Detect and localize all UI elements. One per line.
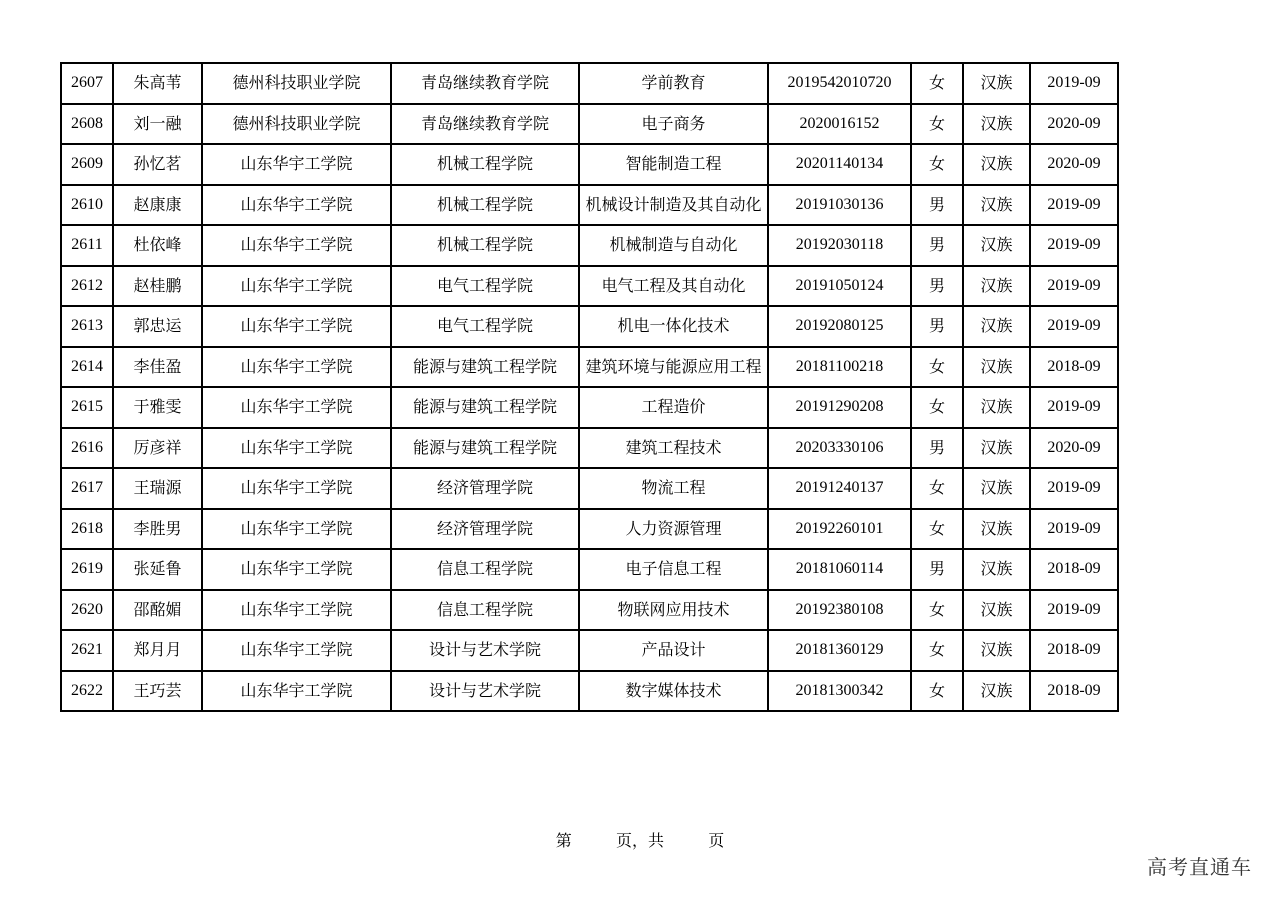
cell-name: 郑月月: [113, 630, 202, 671]
cell-student-id: 2019542010720: [768, 63, 911, 104]
cell-student-id: 2020016152: [768, 104, 911, 145]
table-row: [61, 630, 1118, 671]
cell-index: 2621: [61, 630, 113, 671]
table-row: [61, 590, 1118, 631]
cell-gender: 女: [911, 630, 963, 671]
cell-enroll-date: 2019-09: [1030, 266, 1118, 307]
cell-school: 山东华宇工学院: [202, 428, 391, 469]
cell-ethnicity: 汉族: [963, 225, 1030, 266]
cell-enroll-date: 2019-09: [1030, 509, 1118, 550]
cell-college: 设计与艺术学院: [391, 671, 579, 712]
cell-major: 物流工程: [579, 468, 768, 509]
table-row: [61, 549, 1118, 590]
cell-school: 山东华宇工学院: [202, 266, 391, 307]
cell-college: 能源与建筑工程学院: [391, 387, 579, 428]
cell-gender: 男: [911, 428, 963, 469]
cell-major: 工程造价: [579, 387, 768, 428]
cell-name: 杜依峰: [113, 225, 202, 266]
cell-major: 学前教育: [579, 63, 768, 104]
cell-ethnicity: 汉族: [963, 468, 1030, 509]
cell-student-id: 20191290208: [768, 387, 911, 428]
cell-index: 2616: [61, 428, 113, 469]
cell-name: 于雅雯: [113, 387, 202, 428]
cell-major: 电子商务: [579, 104, 768, 145]
cell-school: 山东华宇工学院: [202, 387, 391, 428]
cell-ethnicity: 汉族: [963, 671, 1030, 712]
watermark-logo: 高考直通车: [1147, 855, 1252, 879]
cell-college: 青岛继续教育学院: [391, 63, 579, 104]
table-row: [61, 225, 1118, 266]
cell-index: 2610: [61, 185, 113, 226]
cell-enroll-date: 2018-09: [1030, 549, 1118, 590]
cell-college: 设计与艺术学院: [391, 630, 579, 671]
cell-ethnicity: 汉族: [963, 509, 1030, 550]
table-row: [61, 468, 1118, 509]
cell-enroll-date: 2019-09: [1030, 468, 1118, 509]
page-label-middle: 页，共: [615, 831, 664, 850]
cell-index: 2607: [61, 63, 113, 104]
cell-student-id: 20192030118: [768, 225, 911, 266]
cell-school: 山东华宇工学院: [202, 671, 391, 712]
cell-student-id: 20191030136: [768, 185, 911, 226]
cell-school: 德州科技职业学院: [202, 104, 391, 145]
cell-ethnicity: 汉族: [963, 590, 1030, 631]
table-row: [61, 144, 1118, 185]
cell-school: 山东华宇工学院: [202, 225, 391, 266]
cell-ethnicity: 汉族: [963, 144, 1030, 185]
cell-school: 山东华宇工学院: [202, 549, 391, 590]
table-row: [61, 509, 1118, 550]
cell-college: 能源与建筑工程学院: [391, 428, 579, 469]
cell-enroll-date: 2019-09: [1030, 590, 1118, 631]
cell-major: 数字媒体技术: [579, 671, 768, 712]
cell-major: 机械设计制造及其自动化: [579, 185, 768, 226]
table-row: [61, 428, 1118, 469]
table-row: [61, 104, 1118, 145]
cell-gender: 男: [911, 549, 963, 590]
cell-major: 人力资源管理: [579, 509, 768, 550]
cell-index: 2613: [61, 306, 113, 347]
cell-enroll-date: 2019-09: [1030, 387, 1118, 428]
cell-index: 2617: [61, 468, 113, 509]
table-row: [61, 63, 1118, 104]
cell-index: 2614: [61, 347, 113, 388]
cell-gender: 男: [911, 225, 963, 266]
cell-name: 赵桂鹏: [113, 266, 202, 307]
cell-enroll-date: 2020-09: [1030, 104, 1118, 145]
cell-index: 2609: [61, 144, 113, 185]
cell-enroll-date: 2018-09: [1030, 347, 1118, 388]
cell-gender: 男: [911, 185, 963, 226]
cell-enroll-date: 2018-09: [1030, 630, 1118, 671]
cell-name: 赵康康: [113, 185, 202, 226]
table-row: [61, 306, 1118, 347]
cell-index: 2622: [61, 671, 113, 712]
cell-student-id: 20203330106: [768, 428, 911, 469]
cell-index: 2611: [61, 225, 113, 266]
cell-major: 物联网应用技术: [579, 590, 768, 631]
cell-school: 山东华宇工学院: [202, 347, 391, 388]
cell-index: 2619: [61, 549, 113, 590]
table-row: [61, 347, 1118, 388]
cell-college: 电气工程学院: [391, 306, 579, 347]
cell-name: 王瑞源: [113, 468, 202, 509]
cell-college: 机械工程学院: [391, 144, 579, 185]
cell-college: 能源与建筑工程学院: [391, 347, 579, 388]
cell-ethnicity: 汉族: [963, 387, 1030, 428]
cell-enroll-date: 2020-09: [1030, 144, 1118, 185]
cell-index: 2615: [61, 387, 113, 428]
cell-index: 2612: [61, 266, 113, 307]
page-footer: [0, 828, 1280, 851]
cell-major: 建筑工程技术: [579, 428, 768, 469]
cell-ethnicity: 汉族: [963, 428, 1030, 469]
cell-major: 智能制造工程: [579, 144, 768, 185]
cell-major: 产品设计: [579, 630, 768, 671]
cell-student-id: 20192380108: [768, 590, 911, 631]
cell-student-id: 20181300342: [768, 671, 911, 712]
cell-gender: 女: [911, 387, 963, 428]
cell-enroll-date: 2019-09: [1030, 225, 1118, 266]
cell-index: 2620: [61, 590, 113, 631]
cell-college: 机械工程学院: [391, 185, 579, 226]
cell-student-id: 20191050124: [768, 266, 911, 307]
cell-name: 朱高苇: [113, 63, 202, 104]
cell-index: 2618: [61, 509, 113, 550]
cell-index: 2608: [61, 104, 113, 145]
cell-enroll-date: 2019-09: [1030, 63, 1118, 104]
cell-name: 邵酩媚: [113, 590, 202, 631]
cell-college: 信息工程学院: [391, 590, 579, 631]
cell-gender: 女: [911, 63, 963, 104]
cell-enroll-date: 2020-09: [1030, 428, 1118, 469]
cell-college: 经济管理学院: [391, 468, 579, 509]
cell-enroll-date: 2019-09: [1030, 306, 1118, 347]
cell-school: 山东华宇工学院: [202, 509, 391, 550]
cell-name: 刘一融: [113, 104, 202, 145]
cell-gender: 男: [911, 266, 963, 307]
cell-gender: 女: [911, 104, 963, 145]
cell-gender: 女: [911, 347, 963, 388]
cell-school: 山东华宇工学院: [202, 468, 391, 509]
cell-school: 山东华宇工学院: [202, 185, 391, 226]
cell-major: 电气工程及其自动化: [579, 266, 768, 307]
cell-college: 信息工程学院: [391, 549, 579, 590]
cell-enroll-date: 2018-09: [1030, 671, 1118, 712]
cell-gender: 女: [911, 590, 963, 631]
cell-name: 李胜男: [113, 509, 202, 550]
cell-gender: 女: [911, 468, 963, 509]
cell-ethnicity: 汉族: [963, 104, 1030, 145]
cell-name: 张延鲁: [113, 549, 202, 590]
cell-enroll-date: 2019-09: [1030, 185, 1118, 226]
cell-student-id: 20181060114: [768, 549, 911, 590]
cell-college: 青岛继续教育学院: [391, 104, 579, 145]
page-label-suffix: 页: [708, 831, 725, 850]
cell-student-id: 20191240137: [768, 468, 911, 509]
page-label-prefix: 第: [555, 831, 572, 850]
table-row: [61, 266, 1118, 307]
cell-ethnicity: 汉族: [963, 185, 1030, 226]
cell-school: 德州科技职业学院: [202, 63, 391, 104]
cell-gender: 女: [911, 509, 963, 550]
cell-student-id: 20192080125: [768, 306, 911, 347]
table-body: [61, 63, 1118, 711]
cell-college: 经济管理学院: [391, 509, 579, 550]
cell-student-id: 20181100218: [768, 347, 911, 388]
cell-ethnicity: 汉族: [963, 347, 1030, 388]
cell-name: 王巧芸: [113, 671, 202, 712]
cell-name: 厉彦祥: [113, 428, 202, 469]
cell-gender: 女: [911, 671, 963, 712]
cell-student-id: 20201140134: [768, 144, 911, 185]
cell-student-id: 20192260101: [768, 509, 911, 550]
cell-ethnicity: 汉族: [963, 266, 1030, 307]
cell-name: 李佳盈: [113, 347, 202, 388]
cell-school: 山东华宇工学院: [202, 590, 391, 631]
cell-major: 电子信息工程: [579, 549, 768, 590]
student-table: [60, 62, 1119, 712]
cell-major: 机械制造与自动化: [579, 225, 768, 266]
cell-ethnicity: 汉族: [963, 549, 1030, 590]
cell-college: 机械工程学院: [391, 225, 579, 266]
cell-major: 建筑环境与能源应用工程: [579, 347, 768, 388]
cell-gender: 男: [911, 306, 963, 347]
cell-gender: 女: [911, 144, 963, 185]
cell-ethnicity: 汉族: [963, 63, 1030, 104]
cell-ethnicity: 汉族: [963, 630, 1030, 671]
cell-student-id: 20181360129: [768, 630, 911, 671]
cell-school: 山东华宇工学院: [202, 306, 391, 347]
cell-college: 电气工程学院: [391, 266, 579, 307]
table-row: [61, 671, 1118, 712]
table-row: [61, 185, 1118, 226]
table-row: [61, 387, 1118, 428]
cell-major: 机电一体化技术: [579, 306, 768, 347]
cell-name: 孙忆茗: [113, 144, 202, 185]
cell-school: 山东华宇工学院: [202, 144, 391, 185]
cell-school: 山东华宇工学院: [202, 630, 391, 671]
cell-ethnicity: 汉族: [963, 306, 1030, 347]
cell-name: 郭忠运: [113, 306, 202, 347]
